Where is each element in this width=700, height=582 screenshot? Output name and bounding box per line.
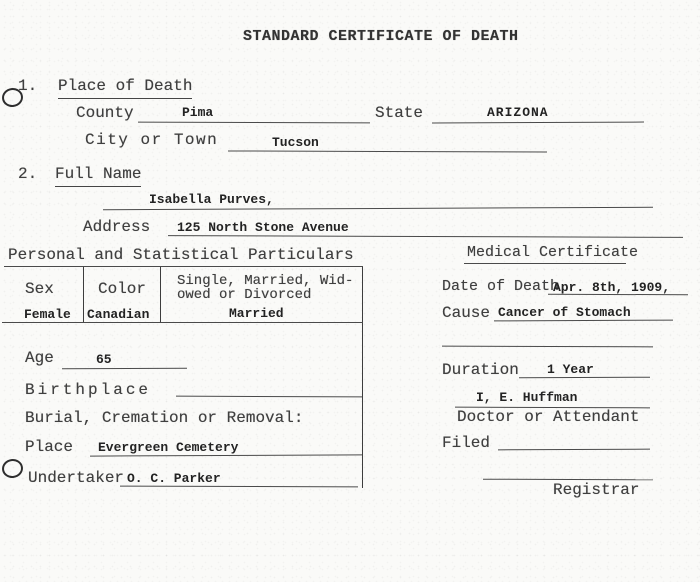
- medical-heading: Medical Certificate: [467, 244, 639, 261]
- county-value: Pima: [182, 105, 214, 120]
- place-label: Place: [25, 438, 74, 456]
- doctor-or-attendant-label: Doctor or Attendant: [457, 408, 640, 426]
- city-label: City or Town: [85, 131, 219, 149]
- cause-label: Cause: [442, 304, 491, 322]
- duration-label: Duration: [442, 361, 519, 379]
- county-label: County: [76, 104, 134, 122]
- place-value: Evergreen Cemetery: [98, 440, 239, 455]
- particulars-heading: Personal and Statistical Particulars: [8, 246, 354, 264]
- medical-heading-underline: [464, 263, 626, 264]
- address-field-line: [168, 235, 683, 238]
- sex-column-header: Sex: [25, 280, 54, 298]
- section1-heading: Place of Death: [58, 78, 192, 99]
- filed-label: Filed: [442, 434, 491, 452]
- city-value: Tucson: [272, 135, 319, 150]
- date-of-death-value: Apr. 8th, 1909,: [553, 280, 671, 295]
- address-value: 125 North Stone Avenue: [177, 220, 349, 235]
- section2-heading: Full Name: [55, 166, 141, 187]
- address-label: Address: [83, 218, 151, 236]
- left-panel-right-border: [362, 267, 363, 488]
- state-field-line: [432, 122, 644, 124]
- section2-number: 2.: [18, 165, 38, 183]
- section1-number: 1.: [18, 77, 38, 95]
- marital-value: Married: [229, 306, 284, 321]
- age-label: Age: [25, 349, 54, 367]
- city-field-line: [228, 150, 547, 152]
- registrar-label: Registrar: [553, 481, 640, 499]
- name-field-line: [103, 207, 653, 210]
- particulars-table-top-border: [4, 266, 363, 267]
- marital-column-header-line1: Single, Married, Wid-: [177, 273, 354, 289]
- birthplace-field-line: [176, 396, 362, 398]
- marital-column-header-line2: owed or Divorced: [177, 287, 312, 303]
- color-value: Canadian: [87, 307, 150, 322]
- state-value: ARIZONA: [487, 105, 549, 120]
- birthplace-label: Birthplace: [25, 381, 152, 399]
- name-value: Isabella Purves,: [149, 192, 274, 207]
- particulars-table-divider-1: [83, 267, 84, 323]
- undertaker-label: Undertaker: [28, 469, 125, 487]
- particulars-table-divider-2: [160, 267, 161, 323]
- county-field-line: [138, 122, 370, 124]
- document-title: STANDARD CERTIFICATE OF DEATH: [243, 28, 519, 45]
- duration-value: 1 Year: [547, 362, 594, 377]
- state-label: State: [375, 104, 424, 122]
- date-of-death-label: Date of Death: [442, 278, 560, 295]
- cause-value: Cancer of Stomach: [498, 305, 631, 320]
- undertaker-value: O. C. Parker: [127, 471, 221, 486]
- burial-label: Burial, Cremation or Removal:: [25, 409, 304, 427]
- filed-field-line: [498, 449, 650, 451]
- age-value: 65: [96, 352, 112, 367]
- sex-value: Female: [24, 307, 71, 322]
- hole-punch-bottom-icon: [1, 458, 24, 480]
- cause-continuation-line: [442, 346, 653, 348]
- age-field-line: [62, 368, 187, 370]
- color-column-header: Color: [98, 280, 147, 298]
- doctor-signature-value: I, E. Huffman: [476, 390, 578, 405]
